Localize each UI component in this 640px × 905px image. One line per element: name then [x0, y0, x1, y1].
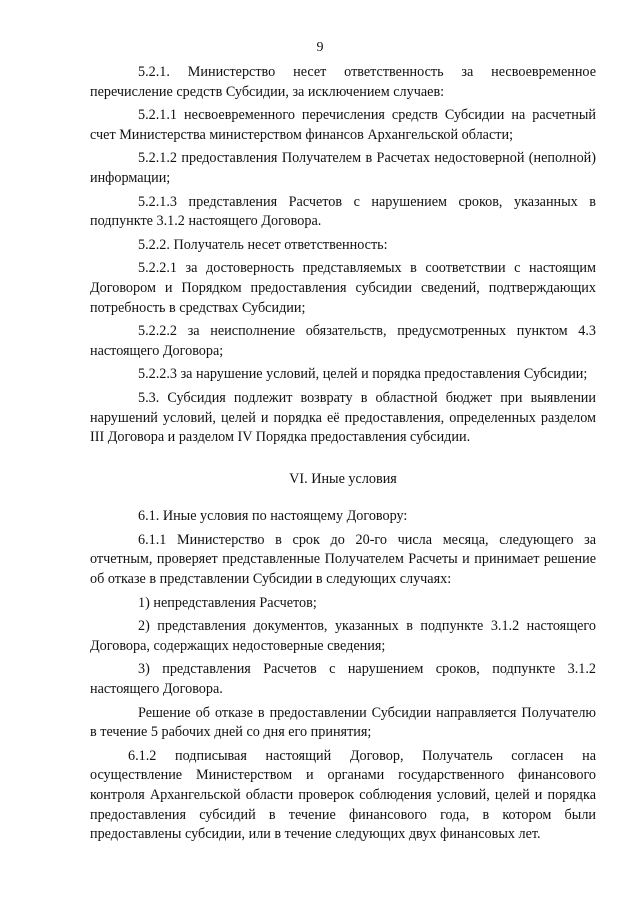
- paragraph-5-2-2-1: 5.2.2.1 за достоверность представляемых в соответствии с настоящим Договором и Порядком предоставления субсидии сведений, подтверждающих потребность в средствах Субсидии;: [90, 260, 596, 316]
- paragraph-5-2-2-2: 5.2.2.2 за неисполнение обязательств, предусмотренных пунктом 4.3 настоящего Договора;: [90, 323, 596, 359]
- paragraph-6-1-2: 6.1.2 подписывая настоящий Договор, Получатель согласен на осуществление Министерством и органами государственного финансового контроля Архангельской области проверок соблюдения условий, целей и порядка предоставления субсидий в течение финансового года, в котором были предоставлены субсидии, или в течение следующих двух финансовых лет.: [90, 747, 596, 843]
- document-body: [90, 63, 596, 845]
- paragraph-5-2-1-1: 5.2.1.1 несвоевременного перечисления средств Субсидии на расчетный счет Министерства министерством финансов Архангельской области;: [90, 107, 596, 143]
- page-number: 9: [316, 40, 324, 55]
- list-item-2: 2) представления документов, указанных в подпункте 3.1.2 настоящего Договора, содержащих недостоверные сведения;: [90, 618, 596, 654]
- paragraph-5-2-1-2: 5.2.1.2 предоставления Получателем в Расчетах недостоверной (неполной) информации;: [90, 150, 596, 186]
- list-item-1: 1) непредставления Расчетов;: [138, 594, 317, 611]
- paragraph-5-2-2: 5.2.2. Получатель несет ответственность:: [138, 236, 388, 253]
- paragraph-6-1-1: 6.1.1 Министерство в срок до 20-го числа месяца, следующего за отчетным, проверяет представленные Получателем Расчеты и принимает решение об отказе в представлении Субсидии в следующих случаях:: [90, 531, 596, 588]
- list-item-3: 3) представления Расчетов с нарушением сроков, подпункте 3.1.2 настоящего Договора.: [90, 661, 596, 698]
- paragraph-5-2-2-3: 5.2.2.3 за нарушение условий, целей и порядка предоставления Субсидии;: [138, 366, 588, 383]
- paragraph-5-2-1-3: 5.2.1.3 представления Расчетов с нарушением сроков, указанных в подпункте 3.1.2 настоящего Договора.: [90, 193, 596, 230]
- paragraph-6-1: 6.1. Иные условия по настоящему Договору:: [138, 508, 408, 525]
- section-heading: VI. Иные условия: [289, 470, 397, 487]
- paragraph-5-2-1: 5.2.1. Министерство несет ответственность за несвоевременное перечисление средств Субсидии, за исключением случаев:: [90, 64, 596, 100]
- paragraph-refusal-decision: Решение об отказе в предоставлении Субсидии направляется Получателю в течение 5 рабочих дней со дня его принятия;: [90, 704, 596, 741]
- paragraph-5-3: 5.3. Субсидия подлежит возврату в областной бюджет при выявлении нарушений условий, целей и порядка её предоставления, определенных разделом III Договора и разделом IV Порядка предоставления субсидии.: [90, 389, 596, 446]
